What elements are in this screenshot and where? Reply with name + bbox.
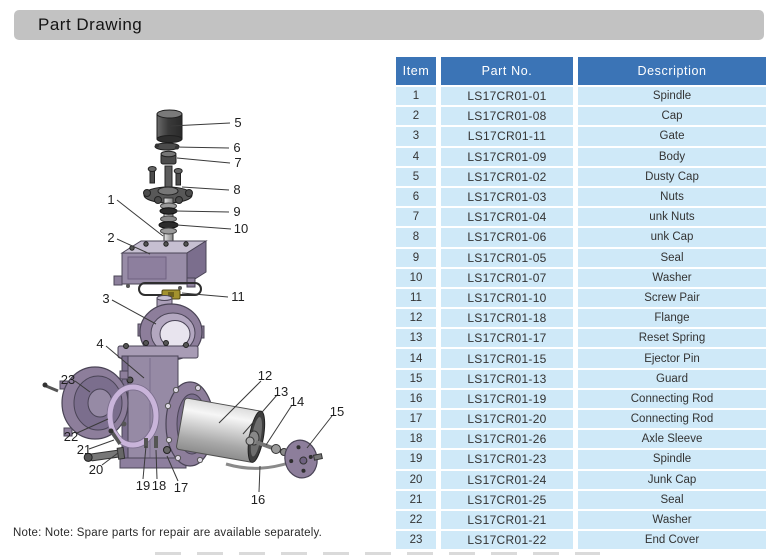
callout-1: 1 <box>107 192 115 207</box>
callout-4: 4 <box>96 336 104 351</box>
exploded-view-drawing <box>0 50 390 520</box>
cell-description: Spindle <box>578 87 766 105</box>
callout-13: 13 <box>273 384 289 399</box>
cell-item: 12 <box>396 309 436 327</box>
cell-part-no: LS17CR01-26 <box>441 430 573 448</box>
callout-6: 6 <box>233 140 241 155</box>
cell-item: 23 <box>396 531 436 549</box>
cell-part-no: LS17CR01-20 <box>441 410 573 428</box>
cell-item: 8 <box>396 228 436 246</box>
diagram-part-16 <box>226 462 292 468</box>
cell-description: Seal <box>578 249 766 267</box>
diagram-part-7 <box>161 151 176 164</box>
cell-description: Washer <box>578 269 766 287</box>
cell-description: Connecting Rod <box>578 390 766 408</box>
cell-item: 21 <box>396 491 436 509</box>
cell-item: 10 <box>396 269 436 287</box>
callout-21: 21 <box>76 442 92 457</box>
cell-item: 20 <box>396 471 436 489</box>
callout-22: 22 <box>63 429 79 444</box>
cell-description: unk Cap <box>578 228 766 246</box>
cell-item: 16 <box>396 390 436 408</box>
cell-item: 15 <box>396 370 436 388</box>
cell-description: Axle Sleeve <box>578 430 766 448</box>
cell-item: 3 <box>396 127 436 145</box>
cell-part-no: LS17CR01-18 <box>441 309 573 327</box>
cell-part-no: LS17CR01-24 <box>441 471 573 489</box>
cell-item: 4 <box>396 148 436 166</box>
cell-item: 14 <box>396 349 436 367</box>
cell-part-no: LS17CR01-09 <box>441 148 573 166</box>
callout-3: 3 <box>102 291 110 306</box>
cell-part-no: LS17CR01-03 <box>441 188 573 206</box>
callout-11: 11 <box>231 289 245 304</box>
callout-12: 12 <box>257 368 273 383</box>
cell-part-no: LS17CR01-10 <box>441 289 573 307</box>
cell-item: 9 <box>396 249 436 267</box>
callout-8: 8 <box>233 182 241 197</box>
callout-14: 14 <box>289 394 305 409</box>
cell-description: Reset Spring <box>578 329 766 347</box>
diagram-part-5 <box>157 110 182 143</box>
callout-10: 10 <box>233 221 249 236</box>
callout-17: 17 <box>173 480 189 495</box>
cell-description: Connecting Rod <box>578 410 766 428</box>
cell-part-no: LS17CR01-13 <box>441 370 573 388</box>
cell-description: Gate <box>578 127 766 145</box>
page-title: Part Drawing <box>38 15 143 34</box>
cell-item: 19 <box>396 450 436 468</box>
diagram-part-15 <box>281 436 325 481</box>
cell-item: 22 <box>396 511 436 529</box>
cell-part-no: LS17CR01-06 <box>441 228 573 246</box>
cell-description: End Cover <box>578 531 766 549</box>
cell-item: 11 <box>396 289 436 307</box>
callout-7: 7 <box>234 155 242 170</box>
cell-part-no: LS17CR01-07 <box>441 269 573 287</box>
cell-item: 17 <box>396 410 436 428</box>
cell-description: Washer <box>578 511 766 529</box>
cell-part-no: LS17CR01-15 <box>441 349 573 367</box>
callout-19: 19 <box>135 478 151 493</box>
page-title-bar <box>14 10 764 40</box>
cell-description: Nuts <box>578 188 766 206</box>
column-header-part-no: Part No. <box>441 57 573 85</box>
cell-description: Spindle <box>578 450 766 468</box>
cell-part-no: LS17CR01-25 <box>441 491 573 509</box>
cell-part-no: LS17CR01-19 <box>441 390 573 408</box>
cell-item: 2 <box>396 107 436 125</box>
cell-item: 5 <box>396 168 436 186</box>
cell-description: Dusty Cap <box>578 168 766 186</box>
cell-part-no: LS17CR01-21 <box>441 511 573 529</box>
cell-part-no: LS17CR01-22 <box>441 531 573 549</box>
cell-part-no: LS17CR01-01 <box>441 87 573 105</box>
cell-description: Junk Cap <box>578 471 766 489</box>
cell-description: Screw Pair <box>578 289 766 307</box>
cell-item: 6 <box>396 188 436 206</box>
parts-table <box>396 57 766 549</box>
cell-part-no: LS17CR01-05 <box>441 249 573 267</box>
cell-description: Guard <box>578 370 766 388</box>
exploded-parts-diagram <box>0 50 390 520</box>
cell-item: 7 <box>396 208 436 226</box>
callout-16: 16 <box>250 492 266 507</box>
callout-20: 20 <box>88 462 104 477</box>
cell-item: 18 <box>396 430 436 448</box>
cell-part-no: LS17CR01-11 <box>441 127 573 145</box>
column-header-description: Description <box>578 57 766 85</box>
cell-description: unk Nuts <box>578 208 766 226</box>
cell-item: 1 <box>396 87 436 105</box>
cell-part-no: LS17CR01-08 <box>441 107 573 125</box>
cell-part-no: LS17CR01-04 <box>441 208 573 226</box>
column-header-item: Item <box>396 57 436 85</box>
cell-description: Ejector Pin <box>578 349 766 367</box>
callout-2: 2 <box>107 230 115 245</box>
diagram-part-6 <box>155 143 179 150</box>
cropped-bottom-line <box>155 552 600 555</box>
cell-description: Cap <box>578 107 766 125</box>
callout-18: 18 <box>151 478 167 493</box>
cell-part-no: LS17CR01-17 <box>441 329 573 347</box>
callout-23: 23 <box>60 372 76 387</box>
cell-description: Seal <box>578 491 766 509</box>
spare-parts-note: Note: Note: Spare parts for repair are available separately. <box>13 527 323 539</box>
callout-15: 15 <box>329 404 345 419</box>
cell-description: Body <box>578 148 766 166</box>
cell-item: 13 <box>396 329 436 347</box>
cell-description: Flange <box>578 309 766 327</box>
callout-9: 9 <box>233 204 241 219</box>
cell-part-no: LS17CR01-23 <box>441 450 573 468</box>
cell-part-no: LS17CR01-02 <box>441 168 573 186</box>
callout-5: 5 <box>234 115 242 130</box>
